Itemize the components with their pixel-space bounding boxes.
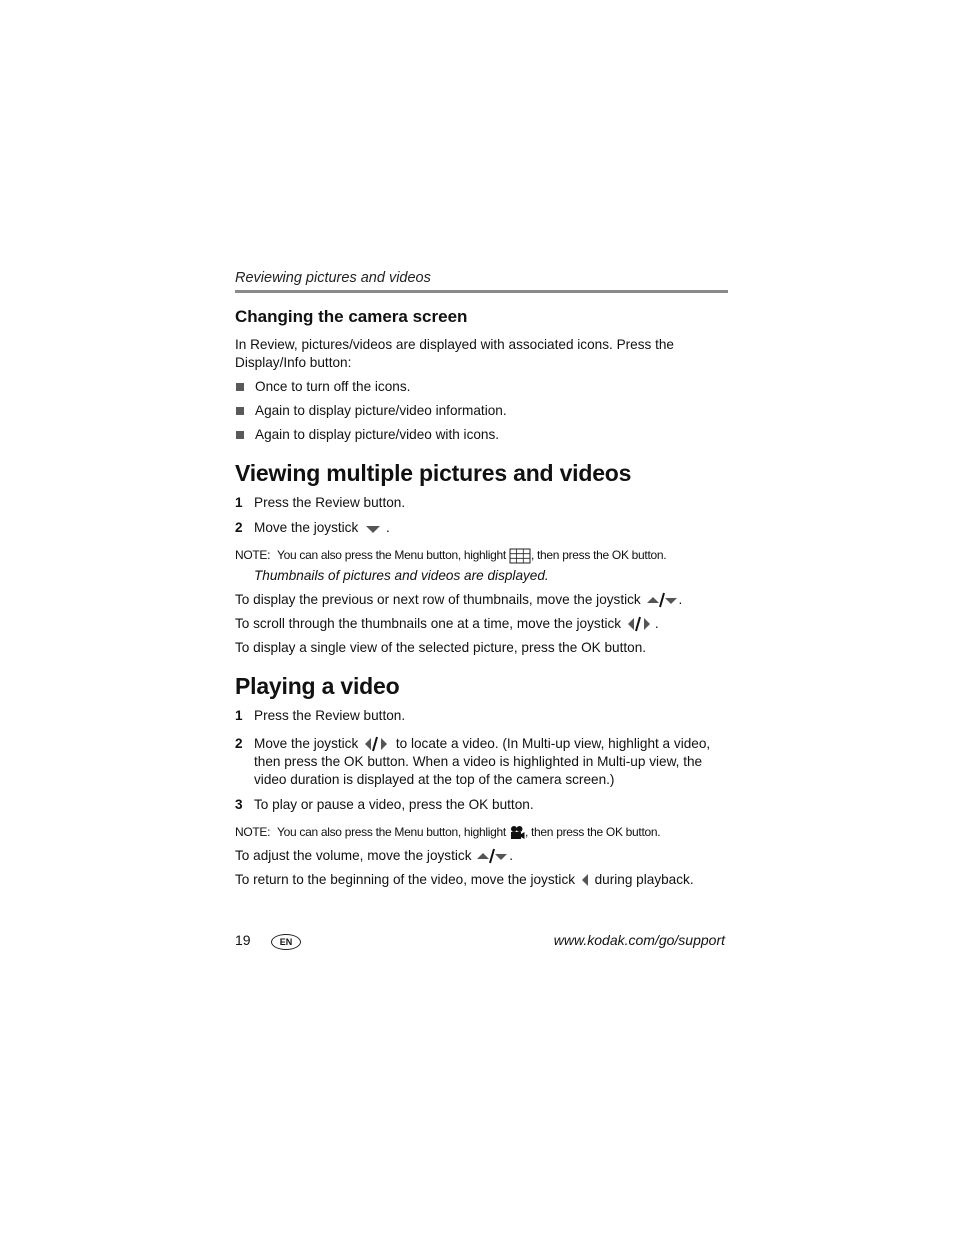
result-text: Thumbnails of pictures and videos are displayed.	[254, 568, 549, 583]
page-number: 19	[235, 932, 251, 948]
joystick-left-right-icon	[625, 616, 655, 632]
joystick-left-icon	[579, 872, 591, 888]
heading-playing-video: Playing a video	[235, 673, 400, 699]
instruction-line: To scroll through the thumbnails one at a time, move the joystick .	[235, 616, 659, 631]
list-item: Again to display picture/video with icons.	[235, 426, 728, 444]
joystick-up-down-icon	[475, 848, 509, 864]
note: NOTE: You can also press the Menu button, highlight , then press the OK button.	[235, 548, 667, 562]
manual-page	[235, 270, 728, 889]
language-badge: EN	[271, 934, 301, 950]
step-item: 1 Press the Review button.	[235, 495, 406, 510]
page-footer	[235, 930, 725, 952]
joystick-down-icon	[362, 521, 386, 535]
joystick-left-right-icon	[362, 736, 392, 752]
list-item: Once to turn off the icons.	[235, 378, 728, 396]
square-bullet-icon	[236, 407, 244, 415]
heading-changing-camera-screen: Changing the camera screen	[235, 307, 468, 326]
step-item: 3 To play or pause a video, press the OK button.	[235, 797, 534, 812]
joystick-up-down-icon	[645, 592, 679, 608]
multi-up-grid-icon	[509, 548, 531, 564]
square-bullet-icon	[236, 431, 244, 439]
list-item: Again to display picture/video information.	[235, 402, 728, 420]
square-bullet-icon	[236, 383, 244, 391]
video-camera-icon	[509, 825, 525, 841]
step-item: 2 Move the joystick .	[235, 520, 390, 535]
note: NOTE: You can also press the Menu button, highlight , then press the OK button.	[235, 825, 661, 839]
support-url: www.kodak.com/go/support	[553, 932, 725, 948]
instruction-line: To display a single view of the selected picture, press the OK button.	[235, 640, 647, 655]
step-item: 1 Press the Review button.	[235, 708, 406, 723]
heading-viewing-multiple: Viewing multiple pictures and videos	[235, 460, 632, 486]
step-item: 2 Move the joystick to locate a video. (In Multi-up view, highlight a video, then press the OK button. When a video is highlighted in Multi-up view, the video duration is displayed at the top of the camera screen.)	[235, 736, 711, 787]
instruction-line: To display the previous or next row of thumbnails, move the joystick .	[235, 592, 683, 607]
running-head: Reviewing pictures and videos	[235, 270, 728, 293]
instruction-line: To adjust the volume, move the joystick .	[235, 848, 514, 863]
instruction-line: To return to the beginning of the video, move the joystick during playback.	[235, 872, 694, 887]
intro-paragraph: In Review, pictures/videos are displayed with associated icons. Press the Display/Info button:	[235, 337, 674, 370]
